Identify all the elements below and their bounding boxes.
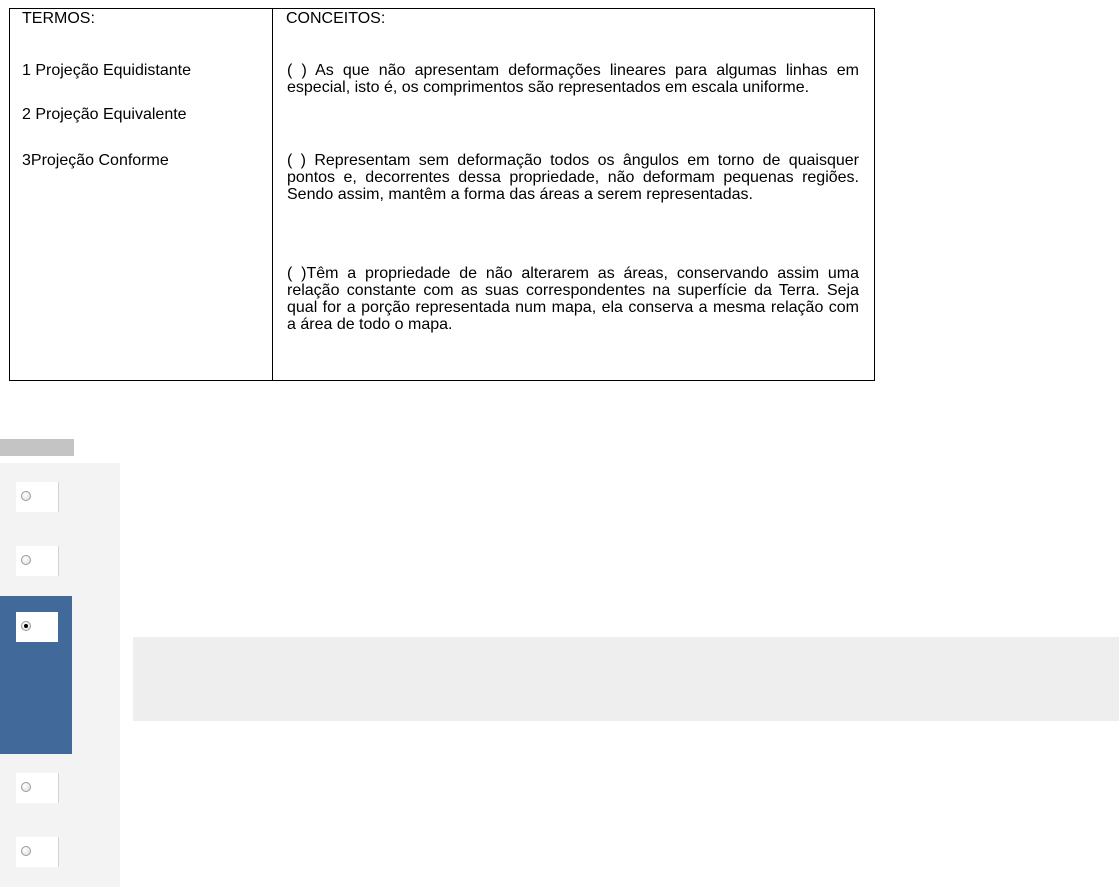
term-item: 3Projeção Conforme bbox=[22, 152, 169, 169]
option-c[interactable] bbox=[16, 612, 58, 642]
option-a[interactable] bbox=[16, 482, 59, 512]
selected-answer-text-area[interactable] bbox=[133, 637, 1119, 721]
radio-button-selected[interactable] bbox=[21, 621, 31, 631]
terms-header: TERMOS: bbox=[22, 10, 95, 27]
concepts-header: CONCEITOS: bbox=[286, 10, 386, 27]
radio-button[interactable] bbox=[21, 846, 31, 856]
question-table bbox=[9, 8, 875, 381]
concept-item: ( )Têm a propriedade de não alterarem as áreas, conservando assim uma relação constante com as suas correspondentes na superfície da Terra. Seja qual for a porção representada num mapa, ela conserva a mesma relação com a área de todo o mapa. bbox=[287, 265, 859, 333]
option-b[interactable] bbox=[16, 546, 59, 576]
concept-item: ( ) As que não apresentam deformações lineares para algumas linhas em especial, isto é, os comprimentos são representados em escala uniforme. bbox=[287, 62, 859, 96]
option-e[interactable] bbox=[16, 837, 59, 867]
concept-item: ( ) Representam sem deformação todos os ângulos em torno de quaisquer pontos e, decorrentes dessa propriedade, não deformam pequenas regiões. Sendo assim, mantêm a forma das áreas a serem representadas. bbox=[287, 152, 859, 203]
radio-selected-dot bbox=[24, 624, 28, 628]
radio-button[interactable] bbox=[21, 491, 31, 501]
answer-header-bar bbox=[0, 439, 74, 456]
option-d[interactable] bbox=[16, 773, 59, 803]
radio-button[interactable] bbox=[21, 555, 31, 565]
term-item: 2 Projeção Equivalente bbox=[22, 106, 187, 123]
radio-button[interactable] bbox=[21, 782, 31, 792]
term-item: 1 Projeção Equidistante bbox=[22, 62, 191, 79]
table-divider bbox=[272, 9, 273, 380]
